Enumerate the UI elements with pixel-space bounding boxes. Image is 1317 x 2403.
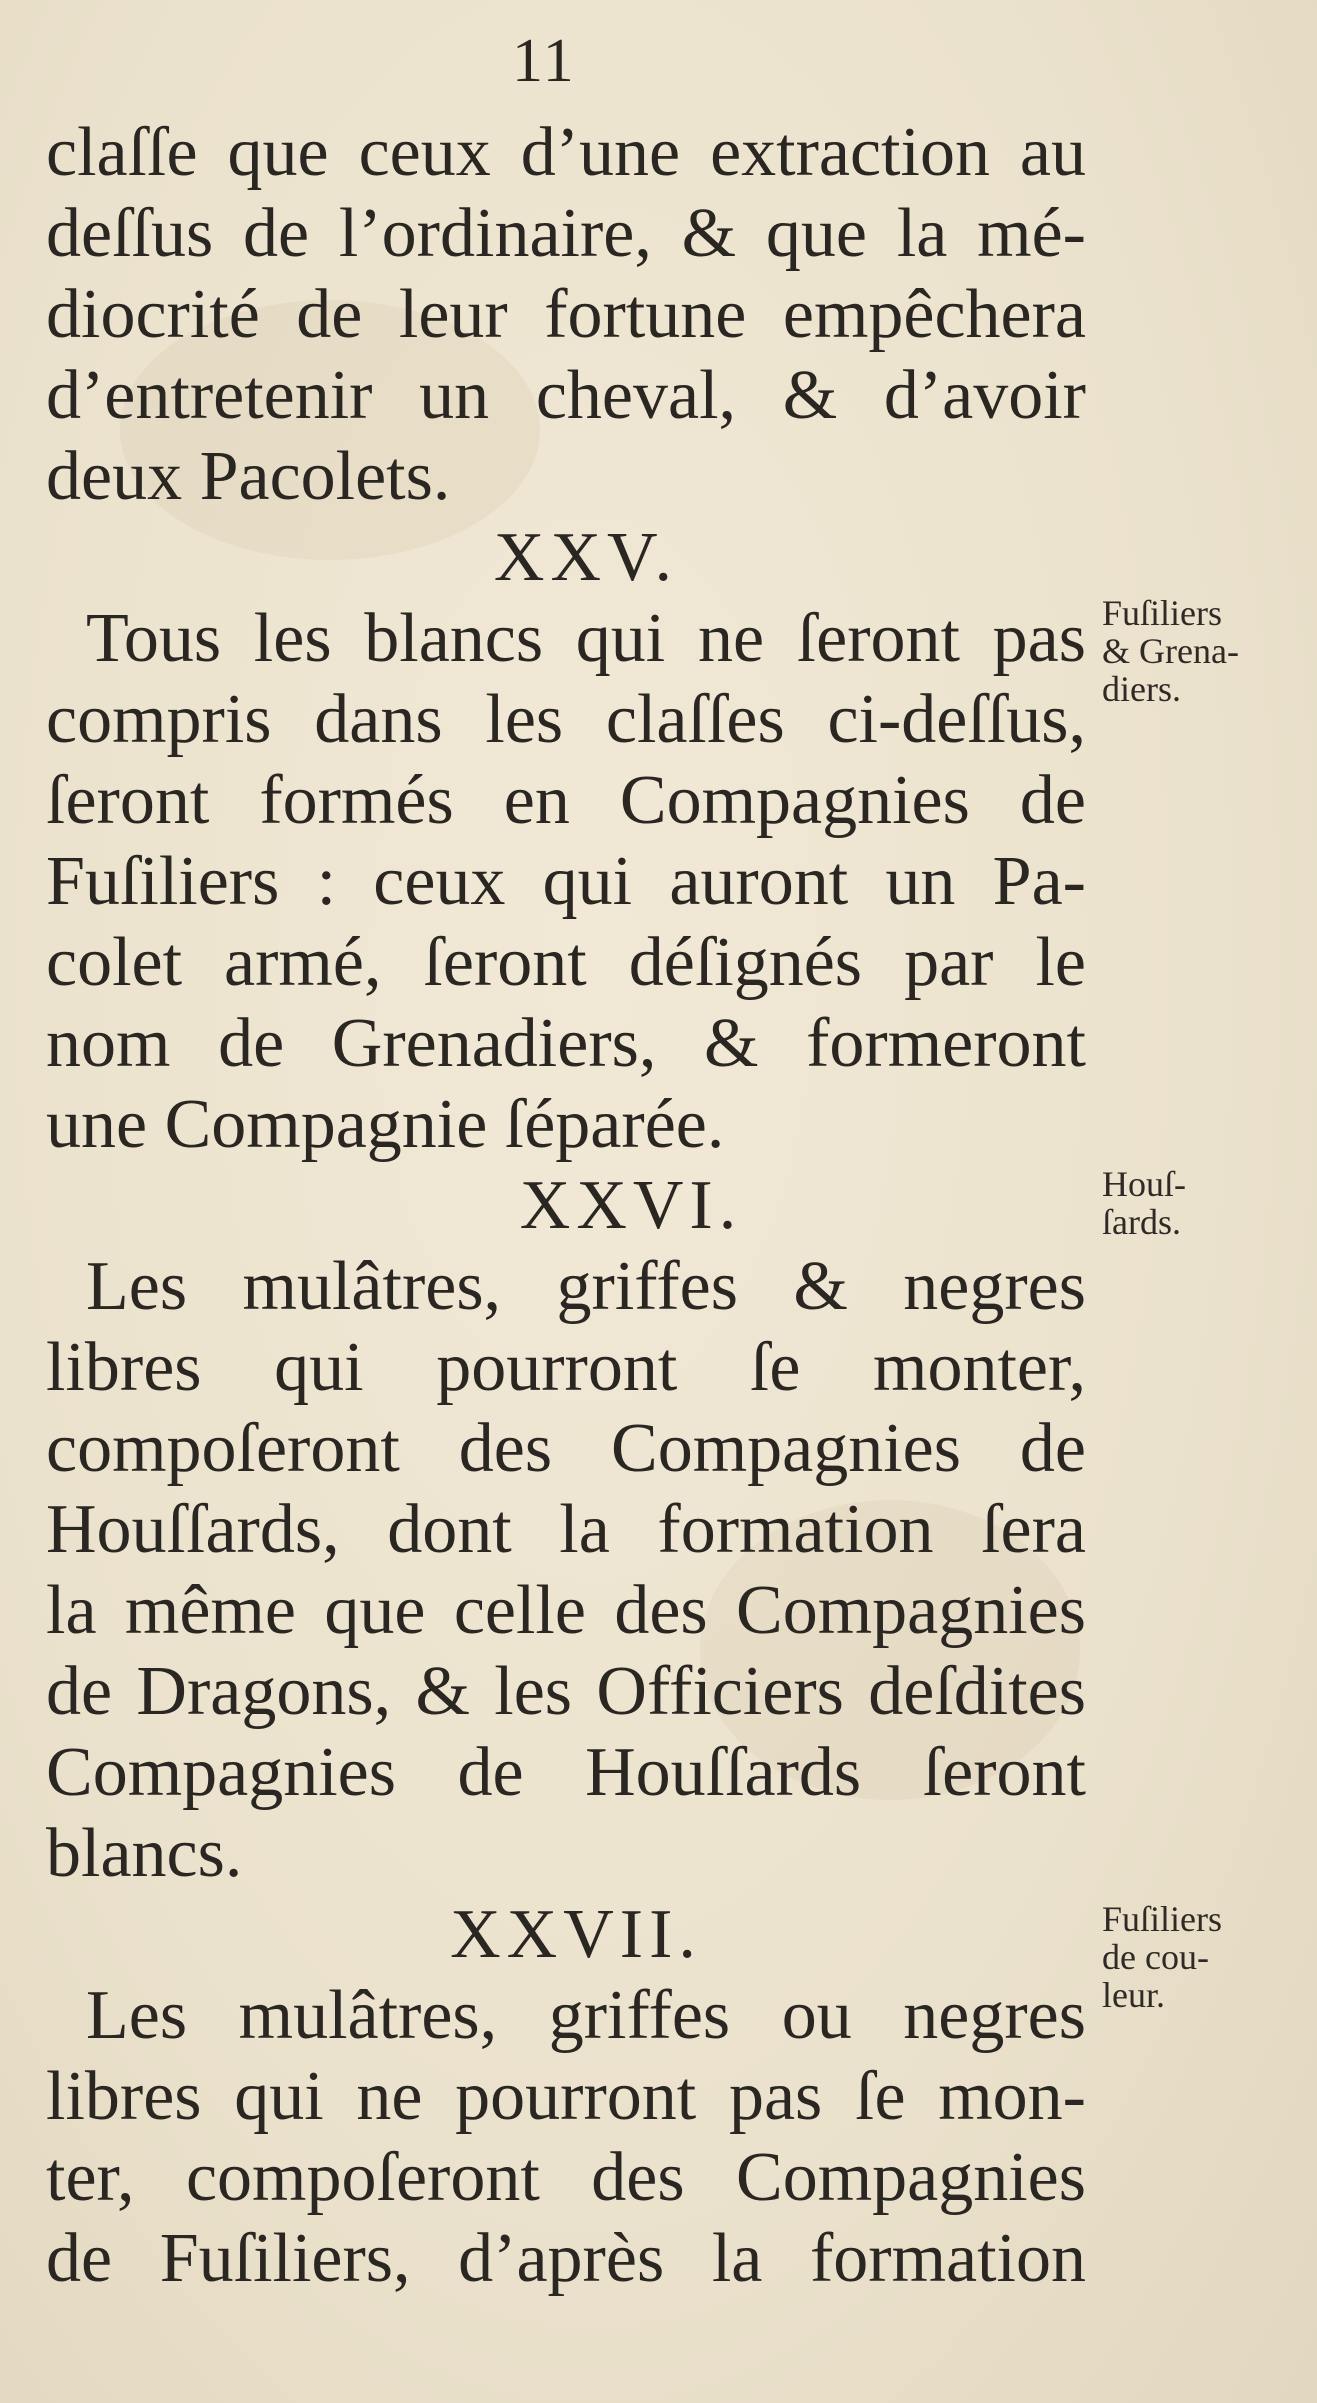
text-line: de Dragons, & les Officiers deſdites <box>46 1653 1086 1730</box>
marginal-note-line: de cou- <box>1102 1937 1209 1977</box>
page-number: 11 <box>512 27 576 95</box>
text-line: Compagnies de Houſſards ſeront <box>46 1734 1086 1811</box>
text-line: libres qui ne pourront pas ſe mon- <box>46 2058 1086 2135</box>
text-line: Les mulâtres, griffes & negres <box>86 1248 1086 1325</box>
marginal-note-line: & Grena- <box>1102 631 1239 671</box>
text-line: Tous les blancs qui ne ſeront pas <box>86 600 1086 677</box>
text-line: d’entretenir un cheval, & d’avoir <box>46 357 1086 434</box>
marginal-note-line: Fuſiliers <box>1102 1899 1223 1939</box>
text-line: ter, compoſeront des Compagnies <box>46 2139 1086 2216</box>
marginal-note-line: ſards. <box>1102 1202 1181 1242</box>
text-line: une Compagnie ſéparée. <box>46 1086 725 1163</box>
marginal-note-line: diers. <box>1102 669 1181 709</box>
text-line: la même que celle des Compagnies <box>46 1572 1086 1649</box>
text-line: deſſus de l’ordinaire, & que la mé- <box>46 195 1086 272</box>
marginal-note-fusiliers-couleur <box>1102 1900 1222 2014</box>
article-heading: XXVII. <box>450 1896 702 1973</box>
text-line: ſeront formés en Compagnies de <box>46 762 1086 839</box>
marginal-note-line: Houſ- <box>1102 1164 1186 1204</box>
text-line: claſſe que ceux d’une extraction au <box>46 114 1086 191</box>
text-line: deux Pacolets. <box>46 438 451 515</box>
text-line: Fuſiliers : ceux qui auront un Pa- <box>46 843 1086 920</box>
text-line: diocrité de leur fortune empêchera <box>46 276 1086 353</box>
marginal-note-houssards <box>1102 1165 1186 1241</box>
marginal-note-line: Fuſiliers <box>1102 593 1223 633</box>
text-line: libres qui pourront ſe monter, <box>46 1329 1086 1406</box>
body-text <box>46 112 1086 2299</box>
text-line: compoſeront des Compagnies de <box>46 1410 1086 1487</box>
text-line: compris dans les claſſes ci-deſſus, <box>46 681 1086 758</box>
text-line: Les mulâtres, griffes ou negres <box>86 1977 1086 2054</box>
text-line: nom de Grenadiers, & formeront <box>46 1005 1086 1082</box>
marginal-note-line: leur. <box>1102 1975 1165 2015</box>
text-line: Houſſards, dont la formation ſera <box>46 1491 1086 1568</box>
text-line: blancs. <box>46 1815 243 1892</box>
article-heading: XXV. <box>493 519 679 596</box>
marginal-note-fusiliers-grenadiers <box>1102 594 1239 708</box>
text-line: de Fuſiliers, d’après la formation <box>46 2220 1086 2297</box>
article-heading: XXVI. <box>519 1167 743 1244</box>
text-line: colet armé, ſeront déſignés par le <box>46 924 1086 1001</box>
